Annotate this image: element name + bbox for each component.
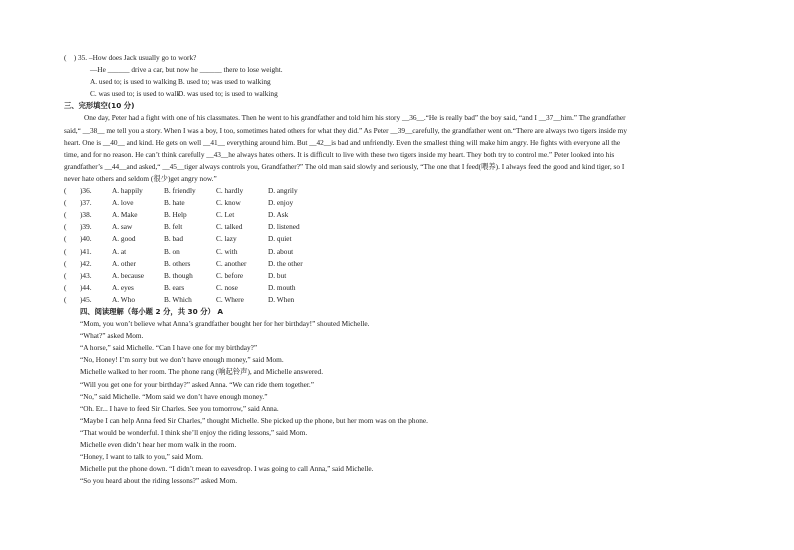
question-number: )44. (80, 282, 92, 292)
passage-line: heart. One is __40__ and kind. He gets on well __41__ everything around him. But __42__is bad and unfriendly. Even the smallest thing will make him angry. He fights with everyone all the (64, 137, 621, 147)
question-35-options-row1 (64, 76, 730, 88)
question-row (64, 258, 730, 270)
option-a: A. because (112, 270, 145, 280)
answer-bracket: ( (64, 222, 67, 232)
passage-line: grandfather’s __44__and asked,“ __45__tiger always controls you, Grandfather?” The old man said slowly and seriously, “The one that I feed(喂养). I always feed the good and kind tiger, so I (64, 161, 625, 171)
section-3-title: 三、完形填空(10 分) (64, 101, 135, 111)
story-line: “Maybe I can help Anna feed Sir Charles,” thought Michelle. She picked up the phone, but her mom was on the phone. (80, 415, 428, 425)
option-d: D. quiet (268, 234, 292, 244)
cloze-questions (64, 185, 730, 306)
option-b: B. ears (164, 282, 185, 292)
option-b: B. on (164, 246, 180, 256)
story-line: “What?” asked Mom. (80, 331, 144, 341)
question-number: )38. (80, 210, 92, 220)
option-c: C. before (216, 270, 244, 280)
option-c: C. hardly (216, 186, 244, 196)
answer-bracket: ( (64, 198, 67, 208)
option-a: A. love (112, 198, 134, 208)
option-d: D. but (268, 270, 287, 280)
option-b: B. Help (164, 210, 187, 220)
option-c: C. nose (216, 282, 238, 292)
story-line: “So you heard about the riding lessons?” asked Mom. (80, 476, 238, 486)
question-row (64, 233, 730, 245)
answer-bracket: ( (64, 246, 67, 256)
answer-bracket: ( (64, 234, 67, 244)
question-number: )39. (80, 222, 92, 232)
option-c: C. another (216, 258, 247, 268)
question-number: )36. (80, 186, 92, 196)
exam-content (64, 52, 730, 487)
story-line: Michelle walked to her room. The phone rang (响起铃声), and Michelle answered. (80, 367, 324, 377)
option-a: A. saw (112, 222, 133, 232)
answer-bracket: ( (64, 270, 67, 280)
option-b: B. bad (164, 234, 184, 244)
story-line: “Honey, I want to talk to you,” said Mom. (80, 452, 203, 462)
option-a: A. happily (112, 186, 143, 196)
story-line: “A horse,” said Michelle. “Can I have one for my birthday?” (80, 343, 258, 353)
story-line: “Oh. Er... I have to feed Sir Charles. See you tomorrow,” said Anna. (80, 403, 279, 413)
story-line: Michelle put the phone down. “I didn’t mean to eavesdrop. I was going to call Anna,” said Michelle. (80, 464, 374, 474)
option-d: D. Ask (268, 210, 289, 220)
answer-bracket: ( (64, 258, 67, 268)
question-number: )37. (80, 198, 92, 208)
answer-bracket: ( (64, 282, 67, 292)
answer-bracket: ( (64, 186, 67, 196)
passage-line: One day, Peter had a fight with one of his classmates. Then he went to his grandfather and told him his story __36__.“He is really bad” the boy said, “and I __37__him.” The grandfather (84, 113, 626, 123)
question-row (64, 209, 730, 221)
passage-line: said,“ __38__ me tell you a story. When I was a boy, I too, sometimes hated others for what they did.” As Peter __39__carefully, the grandfather went on.“There are always two tigers inside my (64, 125, 627, 135)
option-c: C. talked (216, 222, 243, 232)
question-35-stem: ( ) 35. –How does Jack usually go to work? (64, 53, 197, 62)
story-line: “That would be wonderful. I think she’ll enjoy the riding lessons,” said Mom. (80, 427, 308, 437)
passage-line: never hate others and seldom (很少)get angry now.” (64, 173, 217, 183)
option-a: A. good (112, 234, 136, 244)
question-number: )40. (80, 234, 92, 244)
option-a: A. at (112, 246, 127, 256)
option-b: B. others (164, 258, 191, 268)
option-b: B. used to; was used to walking (178, 77, 271, 87)
question-row (64, 221, 730, 233)
option-c: C. was used to; is used to walk (90, 89, 180, 99)
option-c: C. know (216, 198, 241, 208)
question-row (64, 246, 730, 258)
question-row (64, 197, 730, 209)
reading-passage-a (64, 318, 730, 487)
question-row (64, 270, 730, 282)
question-number: )45. (80, 294, 92, 304)
option-a: A. eyes (112, 282, 134, 292)
option-a: A. Who (112, 294, 135, 304)
question-number: )43. (80, 270, 92, 280)
question-row (64, 282, 730, 294)
option-c: C. Let (216, 210, 235, 220)
story-line: “Mom, you won’t believe what Anna’s grandfather bought her for her birthday!” shouted Michelle. (80, 319, 370, 329)
option-d: D. listened (268, 222, 300, 232)
option-b: B. though (164, 270, 193, 280)
option-a: A. Make (112, 210, 138, 220)
question-number: )41. (80, 246, 92, 256)
option-c: C. with (216, 246, 238, 256)
story-line: “No, Honey! I’m sorry but we don’t have enough money,” said Mom. (80, 355, 284, 365)
question-35-line2: —He ______ drive a car, but now he ______ there to lose weight. (90, 65, 283, 75)
story-line: “Will you get one for your birthday?” asked Anna. “We can ride them together.” (80, 379, 314, 389)
cloze-passage (64, 112, 730, 185)
question-row (64, 185, 730, 197)
option-d: D. enjoy (268, 198, 294, 208)
option-c: C. Where (216, 294, 244, 304)
option-a: A. other (112, 258, 136, 268)
answer-bracket: ( (64, 294, 67, 304)
option-d: D. angrily (268, 186, 298, 196)
option-d: D. the other (268, 258, 303, 268)
option-d: D. When (268, 294, 295, 304)
option-b: B. hate (164, 198, 185, 208)
option-d: D. about (268, 246, 294, 256)
option-a: A. used to; is used to walking (90, 77, 177, 87)
passage-line: time, and for no reason. He can’t think carefully __43__he always hates others. It is difficult to live with these two tigers inside my heart. They both try to control me.” Peter looked into his (64, 149, 615, 159)
option-b: B. Which (164, 294, 192, 304)
question-row (64, 294, 730, 306)
question-35-options-row2 (64, 88, 730, 100)
answer-bracket: ( (64, 210, 67, 220)
option-d: D. was used to; is used to walking (178, 89, 278, 99)
option-b: B. friendly (164, 186, 196, 196)
question-number: )42. (80, 258, 92, 268)
section-4-title: 四、阅读理解（每小题 2 分，共 30 分） A (80, 306, 224, 316)
option-b: B. felt (164, 222, 183, 232)
story-line: Michelle even didn’t hear her mom walk in the room. (80, 440, 237, 449)
option-d: D. mouth (268, 282, 296, 292)
story-line: “No,” said Michelle. “Mom said we don’t have enough money.” (80, 391, 268, 401)
option-c: C. lazy (216, 234, 237, 244)
